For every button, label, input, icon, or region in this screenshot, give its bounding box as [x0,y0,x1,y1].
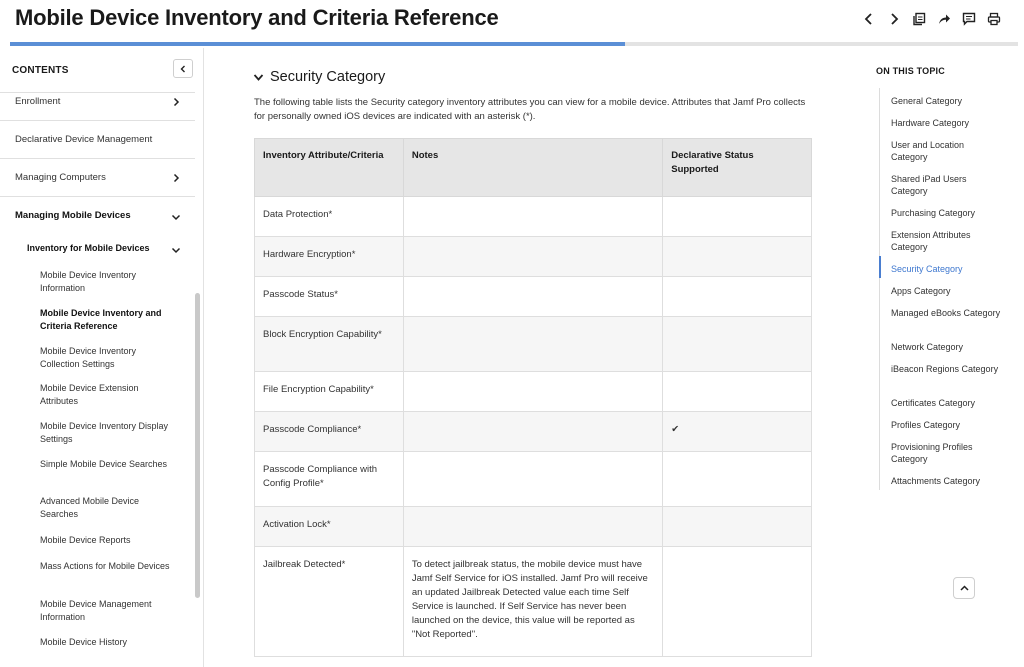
divider [0,196,195,197]
sidebar-subitem[interactable]: Advanced Mobile Device Searches [40,496,140,519]
sidebar-subitem[interactable]: Mobile Device Extension Attributes [40,383,139,406]
contents-title: CONTENTS [12,65,69,76]
collapse-sidebar-button[interactable] [173,59,193,78]
table-row [255,547,812,657]
chevron-right-icon [171,173,181,183]
table-cell: To detect jailbreak status, the mobile device must have Jamf Self Service for iOS installed. Jamf Pro will receive an updated Jailbreak Detected value each time Self Service is launched. If Self Service has never been launched on the device, this value will be reported as "Not Reported". [403,547,662,657]
table-row [255,197,812,237]
table-cell: Jailbreak Detected* [255,547,404,657]
divider [0,120,195,121]
chevron-right-icon [171,97,181,107]
chevron-left-icon [862,12,876,26]
table-cell [403,507,662,547]
table-cell [663,317,812,372]
back-to-top-button[interactable] [953,577,975,599]
toc-item[interactable]: Hardware Category [891,118,970,128]
table-cell: Passcode Compliance with Config Profile* [255,452,404,507]
table-cell [403,197,662,237]
chevron-left-icon [179,65,187,73]
sidebar-item-label: Managing Mobile Devices [15,210,131,221]
table-cell [403,412,662,452]
checkmark-icon: ✔ [663,412,812,452]
table-row [255,277,812,317]
next-topic-button[interactable] [881,10,906,28]
table-row [255,507,812,547]
intro-text: The following table lists the Security category inventory attributes you can view for a mobile device. Attributes that Jamf Pro collects for personally owned iOS devices are indicated with an asterisk (*). [254,97,806,122]
sidebar-subitem[interactable]: Mobile Device Inventory Collection Settings [40,346,137,369]
sidebar-subitem[interactable]: Mobile Device Reports [40,535,131,545]
inventory-table [254,138,812,657]
toc-active-indicator [879,256,881,278]
main-content [205,48,860,667]
share-icon [937,12,951,26]
table-row [255,412,812,452]
copy-link-button[interactable] [906,10,931,28]
print-icon [987,12,1001,26]
table-cell: Hardware Encryption* [255,237,404,277]
section-title: Security Category [270,69,386,85]
sidebar-subitem[interactable]: Mass Actions for Mobile Devices [40,561,170,571]
table-cell [403,452,662,507]
sidebar-item-label: Inventory for Mobile Devices [27,243,150,253]
chevron-down-icon [171,245,181,255]
table-cell [663,547,812,657]
toc-item[interactable]: Apps Category [891,286,951,296]
table-cell [403,237,662,277]
table-cell [663,452,812,507]
table-cell: Block Encryption Capability* [255,317,404,372]
toc-item[interactable]: iBeacon Regions Category [891,364,999,374]
sidebar-item-inventory-for-mobile-devices[interactable] [0,243,195,261]
sidebar-item-label: Enrollment [15,96,61,107]
previous-topic-button[interactable] [856,10,881,28]
chevron-down-icon [253,72,264,83]
copy-icon [912,12,926,26]
toc-item[interactable]: Shared iPad Users Category [891,174,967,196]
toc-item[interactable]: Provisioning Profiles Category [891,442,973,464]
table-row [255,452,812,507]
table-row [255,372,812,412]
header [0,0,1024,44]
table-cell: Activation Lock* [255,507,404,547]
share-button[interactable] [931,10,956,28]
divider [0,158,195,159]
chevron-right-icon [887,12,901,26]
table-cell [403,317,662,372]
table-cell [663,237,812,277]
toc-item[interactable]: Managed eBooks Category [891,308,1001,318]
toc-item[interactable]: Attachments Category [891,476,981,486]
sidebar-subitem[interactable]: Mobile Device Management Information [40,599,152,622]
table-cell [663,507,812,547]
print-button[interactable] [981,10,1006,28]
toc-item[interactable]: General Category [891,96,963,106]
toc-item[interactable]: Extension Attributes Category [891,230,971,252]
table-row [255,317,812,372]
toc-item[interactable]: Purchasing Category [891,208,976,218]
feedback-icon [962,12,976,26]
sidebar-subitem[interactable]: Simple Mobile Device Searches [40,459,168,469]
table-header-row [255,139,812,197]
column-header: Notes [403,139,662,197]
contents-sidebar [0,48,204,667]
column-header: Inventory Attribute/Criteria [255,139,404,197]
page-title: Mobile Device Inventory and Criteria Reference [15,5,499,30]
divider [0,92,195,93]
sidebar-subitem-active[interactable]: Mobile Device Inventory and Criteria Reference [40,308,162,331]
sidebar-subitem[interactable]: Mobile Device Inventory Display Settings [40,421,169,444]
chevron-up-icon [960,584,969,593]
table-cell: Passcode Status* [255,277,404,317]
table-cell: Data Protection* [255,197,404,237]
table-cell [663,372,812,412]
toc-item-active[interactable]: Security Category [891,264,963,274]
section-toggle[interactable] [253,68,385,86]
column-header: Declarative Status Supported [663,139,812,197]
sidebar-item-managing-mobile-devices[interactable] [0,210,195,228]
toc-rail [879,88,880,490]
table-row [255,237,812,277]
table-cell [663,277,812,317]
sidebar-item-managing-computers[interactable] [0,172,195,190]
table-cell [403,277,662,317]
toolbar [856,10,1006,28]
table-cell [403,372,662,412]
chevron-down-icon [171,212,181,222]
sidebar-item-label: Declarative Device Management [15,134,153,145]
toc-item[interactable]: Network Category [891,342,964,352]
toc-title: ON THIS TOPIC [876,66,945,76]
toc-item[interactable]: Profiles Category [891,420,961,430]
sidebar-item-enrollment[interactable] [0,96,195,114]
table-cell: Passcode Compliance* [255,412,404,452]
sidebar-item-label: Managing Computers [15,172,106,183]
table-cell: File Encryption Capability* [255,372,404,412]
sidebar-scrollbar[interactable] [195,293,200,598]
reading-progress-bar [10,42,1018,46]
sidebar-subitem[interactable]: Mobile Device History [40,637,128,647]
table-cell [663,197,812,237]
toc-item[interactable]: User and Location Category [891,140,965,162]
sidebar-item-declarative-device-management[interactable] [0,134,195,152]
reading-progress-fill [10,42,625,46]
toc-item[interactable]: Certificates Category [891,398,976,408]
sidebar-subitem[interactable]: Mobile Device Inventory Information [40,270,137,293]
feedback-button[interactable] [956,10,981,28]
